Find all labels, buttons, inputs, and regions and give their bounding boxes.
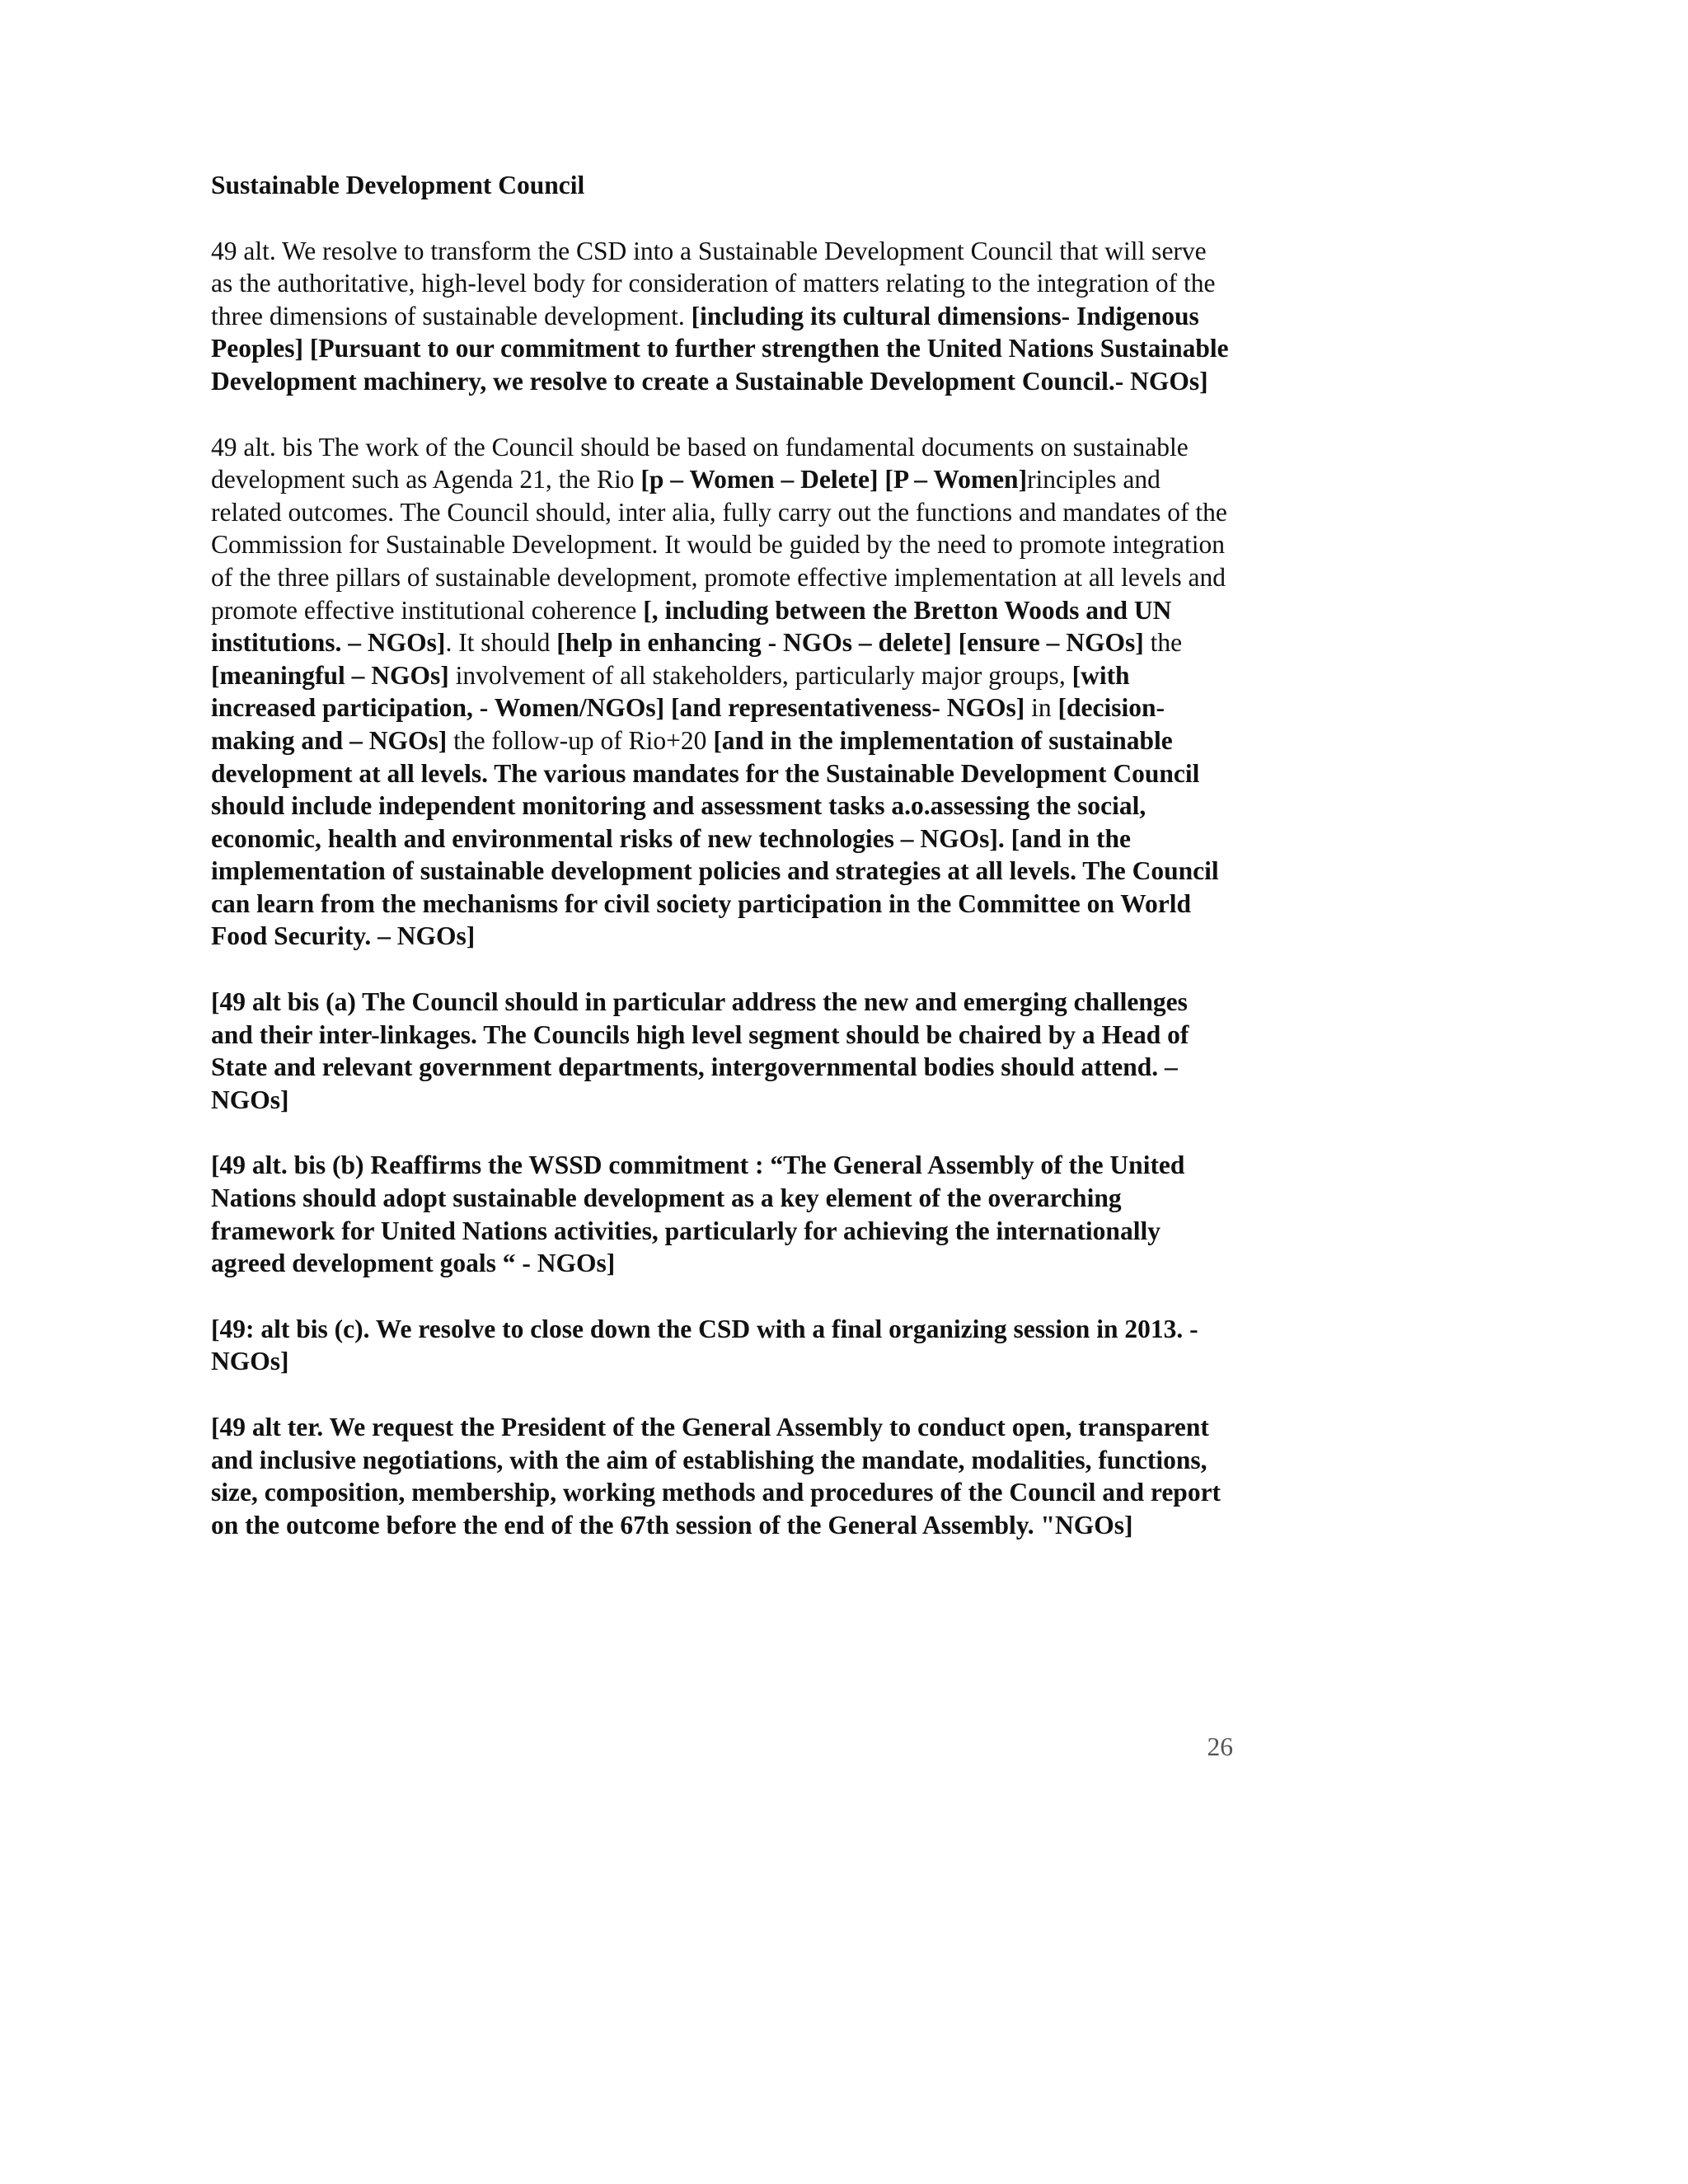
bold-text-segment: [meaningful – NGOs] — [211, 660, 449, 690]
paragraph-49-alt-ter — [211, 1411, 1233, 1541]
bold-text-segment: [including its cultural dimensions- Indigenous Peoples] [Pursuant to our commitment to further strengthen the United Nations Sustainable Development machinery, we resolve to create a Sustainable Development Council.- NGOs] — [211, 301, 1229, 396]
text-segment: 49 alt. We resolve to transform the CSD into a Sustainable Development Council that will serve as the authoritative, high-level body for consideration of matters relating to the integration of the three dimensions of sustainable development. — [211, 236, 1216, 330]
text-segment: the — [1143, 628, 1183, 658]
paragraph-49-alt — [211, 235, 1233, 398]
section-heading: Sustainable Development Council — [211, 171, 585, 199]
paragraph-list — [211, 235, 1233, 1542]
text-segment: rinciples and related outcomes. The Council should, inter alia, fully carry out the functions and mandates of the Commission for Sustainable Development. It would be guided by the need to promote integration of the three pillars of sustainable development, promote effective implementation at all levels and promote effective institutional coherence — [211, 465, 1227, 625]
text-segment: 49 alt. bis The work of the Council should be based on fundamental documents on sustainable development such as Agenda 21, the Rio — [211, 432, 1189, 494]
bold-text-segment: [49 alt. bis (b) Reaffirms the WSSD commitment : “The General Assembly of the United Nations should adopt sustainable development as a key element of the overarching framework for United Nations activities, particularly for achieving the internationally agreed development goals “ - NGOs] — [211, 1151, 1185, 1278]
page-number: 26 — [1207, 1732, 1233, 1761]
bold-text-segment: [49 alt bis (a) The Council should in particular address the new and emerging challenges and their inter-linkages. The Councils high level segment should be chaired by a Head of State and relevant government departments, intergovernmental bodies should attend. – NGOs] — [211, 987, 1189, 1114]
bold-text-segment: [49: alt bis (c). We resolve to close down the CSD with a final organizing session in 2013. - NGOs] — [211, 1314, 1198, 1376]
bold-text-segment: [49 alt ter. We request the President of the General Assembly to conduct open, transparent and inclusive negotiations, with the aim of establishing the mandate, modalities, functions, size, composition, membership, working methods and procedures of the Council and report on the outcome before the end of the 67th session of the General Assembly. "NGOs] — [211, 1413, 1221, 1540]
text-segment: involvement of all stakeholders, particularly major groups, — [448, 660, 1072, 690]
bold-text-segment: [decision-making and – NGOs] — [211, 693, 1165, 755]
bold-text-segment: [help in enhancing - NGOs – delete] [ensure – NGOs] — [556, 628, 1144, 658]
paragraph-49-alt-bis-b — [211, 1149, 1233, 1279]
text-segment: in — [1025, 693, 1058, 723]
bold-text-segment: [p – Women – Delete] [P – Women] — [640, 465, 1028, 494]
bold-text-segment: [and in the implementation of sustainable development at all levels. The various mandates for the Sustainable Development Council should include independent monitoring and assessment tasks a.o.assessing the social, economic, health and environmental risks of new technologies – NGOs]. [and in the implementation of sustainable development policies and strategies at all levels. The Council can learn from the mechanisms for civil society participation in the Committee on World Food Security. – NGOs] — [211, 725, 1219, 951]
paragraph-49-alt-bis-a — [211, 986, 1233, 1116]
bold-text-segment: [with increased participation, - Women/NGOs] [and representativeness- NGOs] — [211, 660, 1130, 723]
document-page — [211, 169, 1233, 1574]
paragraph-49-alt-bis-c — [211, 1313, 1233, 1378]
text-segment: the follow-up of Rio+20 — [447, 725, 714, 755]
paragraph-49-alt-bis — [211, 431, 1233, 954]
bold-text-segment: [, including between the Bretton Woods and UN institutions. – NGOs] — [211, 595, 1172, 658]
text-segment: . It should — [445, 628, 557, 658]
